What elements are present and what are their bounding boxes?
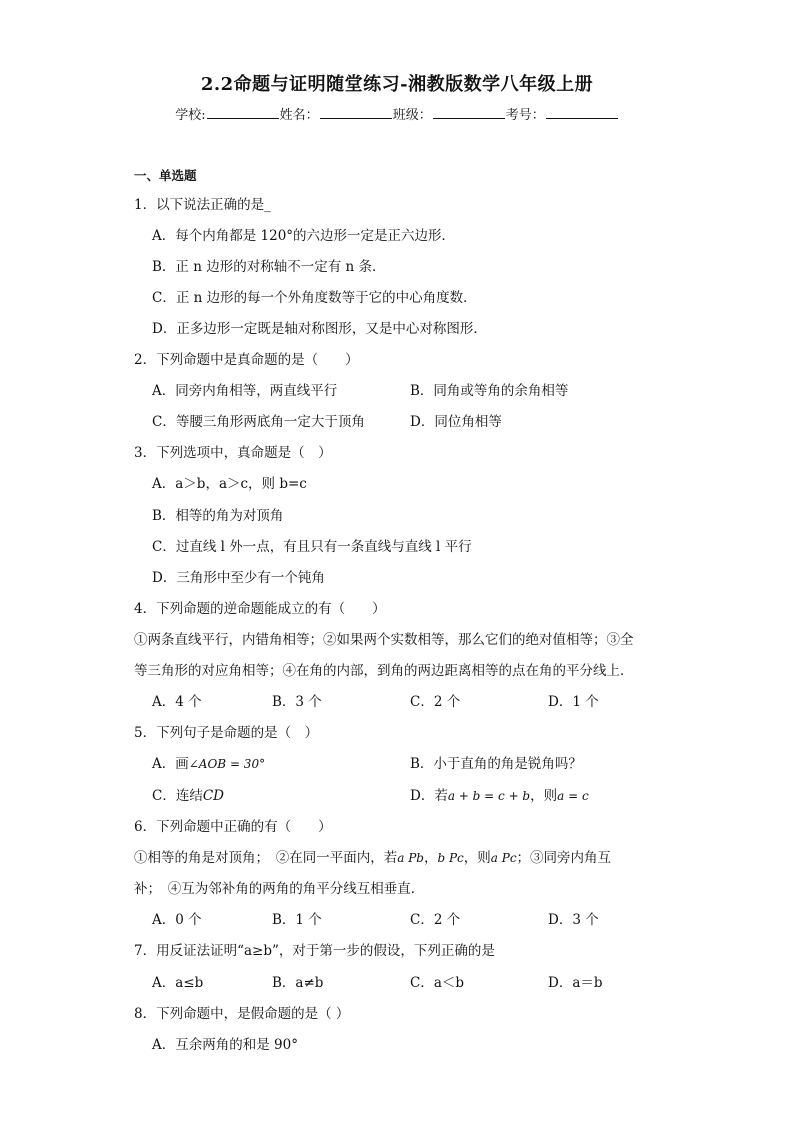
question-6-body-line-2: 补； ④互为邻补角的两角的角平分线互相垂直． — [134, 881, 425, 897]
question-5-option-a-formula: ∠AOB = 30° — [188, 757, 266, 771]
question-5-option-c[interactable] — [152, 784, 224, 804]
question-6-body-text-2: ， — [423, 850, 438, 866]
question-5-option-a-label: A．画 — [152, 756, 189, 772]
school-label: 学校: — [175, 108, 206, 123]
name-blank[interactable] — [320, 106, 392, 119]
question-1-option-a[interactable]: A．每个内角都是 120°的六边形一定是正六边形． — [152, 228, 456, 244]
question-4-stem: 4．下列命题的逆命题能成立的有（ ） — [134, 601, 386, 617]
question-1-option-b[interactable]: B．正 n 边形的对称轴不一定有 n 条． — [152, 259, 386, 275]
question-6-formula-3: a Pc — [490, 851, 517, 865]
section-title: 一、单选题 — [134, 168, 197, 183]
question-6-option-d[interactable]: D．3 个 — [548, 912, 599, 928]
question-7-option-c[interactable]: C．a＜b — [410, 975, 465, 991]
student-info-line — [0, 104, 794, 123]
exam-no-label: 考号： — [505, 108, 545, 123]
question-2-option-b[interactable]: B．同角或等角的余角相等 — [410, 383, 569, 399]
question-6-body-text-1: ①相等的角是对顶角； ②在同一平面内，若 — [134, 850, 398, 866]
question-3-option-b[interactable]: B．相等的角为对顶角 — [152, 508, 284, 524]
question-4-body-line-2: 等三角形的对应角相等；④在角的内部，到角的两边距离相等的点在角的平分线上． — [134, 663, 634, 679]
question-3-stem: 3．下列选项中，真命题是（ ） — [134, 445, 332, 461]
question-5-option-d-formula-2: a = c — [557, 789, 589, 803]
question-5-option-d-formula-1: a + b = c + b — [447, 789, 531, 803]
question-4-option-b[interactable]: B．3 个 — [272, 694, 322, 710]
question-7-option-d[interactable]: D．a＝b — [548, 975, 603, 991]
question-1-stem: 1．以下说法正确的是_ — [134, 197, 271, 213]
question-2-stem: 2．下列命题中是真命题的是（ ） — [134, 352, 359, 368]
question-5-option-b[interactable]: B．小于直角的角是锐角吗？ — [410, 756, 582, 772]
question-4-option-c[interactable]: C．2 个 — [410, 694, 461, 710]
question-7-option-b[interactable]: B．a≠b — [272, 975, 324, 991]
question-4-body-line-1: ①两条直线平行，内错角相等；②如果两个实数相等，那么它们的绝对值相等；③全 — [134, 632, 634, 648]
question-6-formula-1: a Pb — [397, 851, 424, 865]
question-6-body-text-4: ；③同旁内角互 — [516, 850, 612, 866]
question-1-option-c[interactable]: C．正 n 边形的每一个外角度数等于它的中心角度数． — [152, 290, 477, 306]
question-5-stem: 5．下列句子是命题的是（ ） — [134, 725, 319, 741]
school-blank[interactable] — [207, 106, 279, 119]
exam-no-blank[interactable] — [546, 106, 618, 119]
page-title: 2.2命题与证明随堂练习-湘教版数学八年级上册 — [200, 74, 594, 95]
question-8-option-a[interactable]: A．互余两角的和是 90° — [152, 1037, 298, 1053]
question-4-option-a[interactable]: A．4 个 — [152, 694, 202, 710]
question-5-option-d-connector: ，则 — [530, 788, 558, 804]
question-6-stem: 6．下列命题中正确的有（ ） — [134, 819, 332, 835]
question-7-option-a[interactable]: A．a≤b — [152, 975, 204, 991]
question-3-option-c[interactable]: C．过直线 l 外一点，有且只有一条直线与直线 l 平行 — [152, 539, 472, 555]
question-3-option-a[interactable]: A．a＞b，a＞c，则 b=c — [152, 476, 307, 492]
class-label: 班级： — [392, 108, 432, 123]
question-2-option-c[interactable]: C．等腰三角形两底角一定大于顶角 — [152, 414, 365, 430]
name-label: 姓名： — [279, 108, 319, 123]
question-2-option-d[interactable]: D．同位角相等 — [410, 414, 502, 430]
question-6-formula-2: b Pc — [437, 851, 464, 865]
question-8-stem: 8．下列命题中，是假命题的是（ ） — [134, 1006, 350, 1022]
question-6-option-b[interactable]: B．1 个 — [272, 912, 322, 928]
question-6-option-a[interactable]: A．0 个 — [152, 912, 202, 928]
question-5-option-d[interactable] — [410, 784, 589, 804]
question-4-option-d[interactable]: D．1 个 — [548, 694, 599, 710]
question-2-option-a[interactable]: A．同旁内角相等，两直线平行 — [152, 383, 338, 399]
class-blank[interactable] — [433, 106, 505, 119]
question-7-stem: 7．用反证法证明“a≥b”，对于第一步的假设，下列正确的是 — [134, 943, 495, 959]
question-5-option-c-label: C．连结 — [152, 788, 203, 804]
question-5-option-c-formula: CD — [202, 788, 224, 804]
question-1-option-d[interactable]: D．正多边形一定既是轴对称图形，又是中心对称图形． — [152, 321, 487, 337]
question-5-option-a[interactable] — [152, 752, 265, 772]
question-3-option-d[interactable]: D．三角形中至少有一个钝角 — [152, 570, 325, 586]
question-6-option-c[interactable]: C．2 个 — [410, 912, 461, 928]
question-6-body-text-3: ，则 — [463, 850, 491, 866]
question-5-option-d-label: D．若 — [410, 788, 448, 804]
question-6-body-line-1 — [134, 846, 611, 866]
